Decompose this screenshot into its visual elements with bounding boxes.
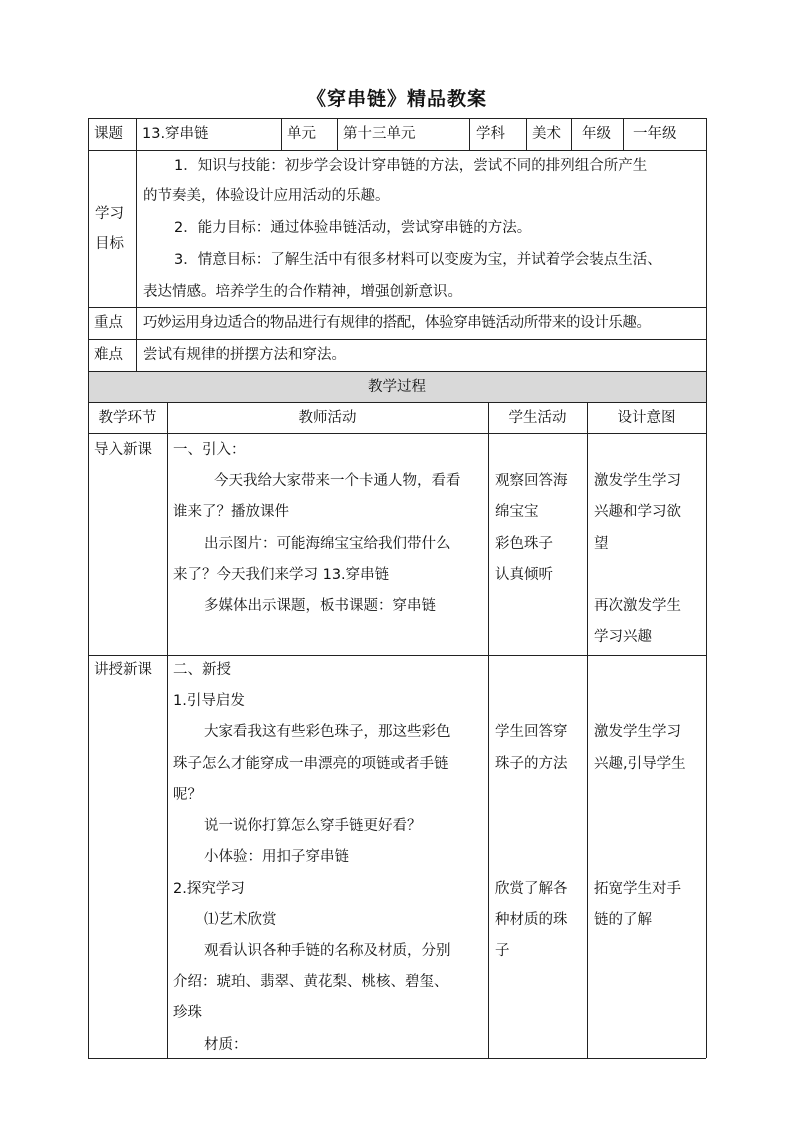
unit-value: 第十三单元: [343, 126, 416, 142]
teacher-line: 多媒体出示课题，板书课题：穿串链: [204, 598, 436, 614]
teacher-line: 介绍：琥珀、翡翠、黄花梨、桃核、碧玺、: [173, 974, 449, 990]
teacher-line: 材质：: [204, 1037, 248, 1053]
intent-line: 学习兴趣: [594, 629, 652, 645]
teacher-line: 珠子怎么才能穿成一串漂亮的项链或者手链: [173, 756, 449, 772]
difficulty-label: 难点: [94, 347, 123, 363]
teacher-line: 小体验：用扣子穿串链: [204, 849, 349, 865]
rule: [167, 402, 168, 1058]
rule: [587, 402, 588, 1058]
rule: [88, 118, 706, 119]
subject-label: 学科: [476, 126, 505, 142]
lesson-topic-value: 13.穿串链: [142, 126, 209, 142]
rule: [136, 118, 137, 371]
teacher-line: 观看认识各种手链的名称及材质，分别: [204, 943, 451, 959]
rule: [623, 118, 624, 150]
grade-label: 年级: [582, 126, 611, 142]
teacher-line: 大家看我这有些彩色珠子，那这些彩色: [204, 724, 451, 740]
rule: [337, 118, 338, 150]
goal-line: 3．情意目标：了解生活中有很多材料可以变废为宝，并试着学会装点生活、: [174, 252, 662, 268]
subject-value: 美术: [532, 126, 561, 142]
teacher-line: 珍珠: [173, 1005, 202, 1021]
stage-cell: 讲授新课: [94, 662, 152, 678]
rule: [281, 118, 282, 150]
intent-line: 兴趣和学习欲: [594, 504, 681, 520]
rule: [469, 118, 470, 150]
student-line: 种材质的珠: [495, 912, 568, 928]
rule: [88, 655, 706, 656]
goals-label-line-2: 目标: [95, 236, 124, 252]
column-header-intent: 设计意图: [617, 410, 676, 426]
teacher-line: 今天我给大家带来一个卡通人物，看看: [214, 473, 461, 489]
intent-line: 拓宽学生对手: [594, 881, 681, 897]
goal-line: 2．能力目标：通过体验串链活动，尝试穿串链的方法。: [174, 220, 532, 236]
teacher-line: 谁来了？播放课件: [173, 504, 289, 520]
goal-line: 1．知识与技能：初步学会设计穿串链的方法，尝试不同的排列组合所产生: [174, 158, 648, 174]
student-line: 欣赏了解各: [495, 881, 568, 897]
key-point-label: 重点: [94, 315, 123, 331]
rule: [88, 371, 706, 372]
rule: [88, 433, 706, 434]
rule: [571, 118, 572, 150]
teacher-line: 出示图片：可能海绵宝宝给我们带什么: [204, 536, 451, 552]
page-title: 《穿串链》精品教案: [306, 88, 487, 110]
stage-cell: 导入新课: [94, 442, 152, 458]
goals-label-line-1: 学习: [95, 206, 124, 222]
lesson-topic-label: 课题: [94, 126, 123, 142]
process-header: 教学过程: [368, 379, 426, 395]
rule: [88, 150, 706, 151]
intent-line: 激发学生学习: [594, 473, 681, 489]
key-point-text: 巧妙运用身边适合的物品进行有规律的搭配，体验穿串链活动所带来的设计乐趣。: [143, 315, 651, 331]
student-line: 学生回答穿: [495, 724, 568, 740]
intent-line: 再次激发学生: [594, 598, 681, 614]
intent-line: 激发学生学习: [594, 724, 681, 740]
teacher-line: ⑴艺术欣赏: [204, 912, 277, 928]
student-line: 认真倾听: [495, 567, 553, 583]
goal-line: 表达情感。培养学生的合作精神，增强创新意识。: [143, 284, 462, 300]
student-line: 子: [495, 943, 510, 959]
rule: [706, 118, 707, 1058]
student-line: 彩色珠子: [495, 536, 553, 552]
grade-value: 一年级: [633, 126, 677, 142]
intent-line: 望: [594, 536, 609, 552]
rule: [88, 307, 706, 308]
teacher-line: 1.引导启发: [173, 693, 245, 709]
unit-label: 单元: [287, 126, 316, 142]
rule: [488, 402, 489, 1058]
student-line: 绵宝宝: [495, 504, 539, 520]
rule: [526, 118, 527, 150]
goal-line: 的节奏美，体验设计应用活动的乐趣。: [143, 188, 390, 204]
teacher-line: 说一说你打算怎么穿手链更好看？: [204, 818, 422, 834]
intent-line: 兴趣,引导学生: [594, 756, 686, 772]
column-header-teacher: 教师活动: [298, 410, 357, 426]
teacher-line: 2.探究学习: [173, 881, 245, 897]
rule: [88, 118, 89, 1058]
student-line: 珠子的方法: [495, 756, 568, 772]
rule: [88, 339, 706, 340]
column-header-stage: 教学环节: [98, 410, 157, 426]
teacher-line: 呢？: [173, 787, 202, 803]
rule: [88, 1058, 706, 1059]
rule: [88, 402, 706, 403]
difficulty-text: 尝试有规律的拼摆方法和穿法。: [143, 347, 346, 363]
teacher-line: 二、新授: [173, 662, 231, 678]
student-line: 观察回答海: [495, 473, 568, 489]
column-header-student: 学生活动: [508, 410, 567, 426]
teacher-line: 来了？今天我们来学习 13.穿串链: [173, 567, 390, 583]
teacher-line: 一、引入：: [173, 442, 246, 458]
intent-line: 链的了解: [594, 912, 652, 928]
